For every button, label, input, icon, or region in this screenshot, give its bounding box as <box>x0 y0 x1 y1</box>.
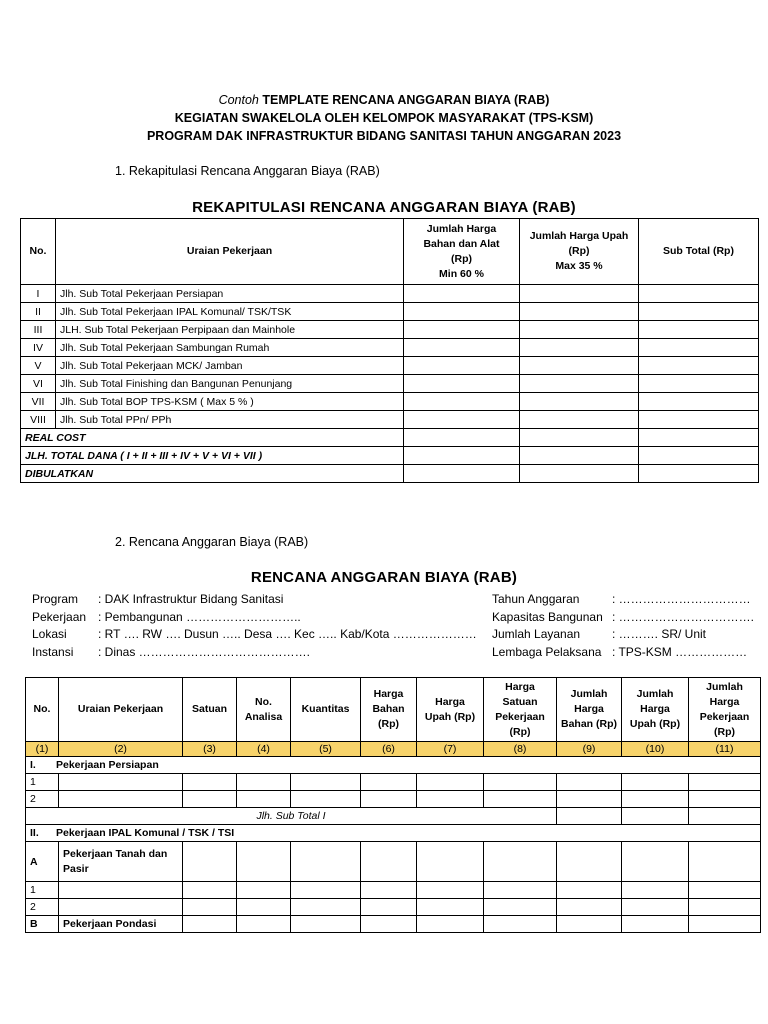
row-no: 2 <box>26 899 59 916</box>
cell[interactable] <box>404 285 520 303</box>
cell[interactable] <box>520 285 639 303</box>
info-value: : …………………………… <box>612 592 751 606</box>
cell[interactable] <box>639 411 759 429</box>
subgroup-row-pondasi <box>26 916 761 933</box>
col-number: (8) <box>484 742 557 757</box>
cell[interactable] <box>520 303 639 321</box>
cell[interactable] <box>417 899 484 916</box>
col-bahan-l2: Bahan dan Alat <box>423 237 500 250</box>
cell[interactable] <box>404 321 520 339</box>
row-label: Jlh. Sub Total BOP TPS-KSM ( Max 5 % ) <box>56 393 404 411</box>
info-program <box>32 591 477 609</box>
info-label: Pekerjaan <box>32 609 87 624</box>
table-row <box>21 411 759 429</box>
col-number: (11) <box>689 742 761 757</box>
cell[interactable] <box>639 303 759 321</box>
cell[interactable] <box>291 882 361 899</box>
row-no: VII <box>21 393 56 411</box>
total-row <box>21 447 759 465</box>
col-number: (10) <box>622 742 689 757</box>
info-tahun <box>492 591 754 609</box>
section-1-title: REKAPITULASI RENCANA ANGGARAN BIAYA (RAB) <box>192 199 576 216</box>
info-label: Program <box>32 592 79 606</box>
info-label: Lembaga Pelaksana <box>492 644 602 659</box>
col-harga-satuan: Harga Satuan Pekerjaan (Rp) <box>484 678 557 742</box>
row-no: II <box>21 303 56 321</box>
cell[interactable] <box>361 774 417 791</box>
cell[interactable] <box>417 774 484 791</box>
cell[interactable] <box>404 411 520 429</box>
col-number: (3) <box>183 742 237 757</box>
cell[interactable] <box>237 916 291 933</box>
col-number: (9) <box>557 742 622 757</box>
cell[interactable] <box>404 303 520 321</box>
cell[interactable] <box>689 774 761 791</box>
cell[interactable] <box>417 916 484 933</box>
group-row-ipal <box>26 825 761 842</box>
row-label: Jlh. Sub Total Pekerjaan Persiapan <box>56 285 404 303</box>
row-label: Jlh. Sub Total Pekerjaan MCK/ Jamban <box>56 357 404 375</box>
col-upah-l2: (Rp) <box>568 245 590 257</box>
cell[interactable] <box>484 916 557 933</box>
rab-table-header <box>26 678 761 742</box>
group-label: II. Pekerjaan IPAL Komunal / TSK / TSI <box>26 825 761 842</box>
info-label: Instansi <box>32 644 74 659</box>
doc-header-line-1 <box>0 93 768 107</box>
info-left <box>32 591 477 661</box>
cell[interactable] <box>557 842 622 882</box>
cell[interactable] <box>361 899 417 916</box>
cell[interactable] <box>59 882 183 899</box>
cell[interactable] <box>639 339 759 357</box>
cell[interactable] <box>404 339 520 357</box>
cell[interactable] <box>361 916 417 933</box>
cell[interactable] <box>291 916 361 933</box>
cell[interactable] <box>639 321 759 339</box>
cell[interactable] <box>639 357 759 375</box>
recap-table <box>20 218 759 483</box>
subtotal-row <box>26 808 761 825</box>
cell[interactable] <box>361 882 417 899</box>
col-kuantitas: Kuantitas <box>291 678 361 742</box>
info-lokasi <box>32 626 477 644</box>
table-row <box>21 285 759 303</box>
row-label: Jlh. Sub Total PPn/ PPh <box>56 411 404 429</box>
table-row <box>21 375 759 393</box>
col-uraian: Uraian Pekerjaan <box>56 219 404 285</box>
cell[interactable] <box>59 774 183 791</box>
cell[interactable] <box>520 447 639 465</box>
col-bahan <box>404 219 520 285</box>
info-value: : DAK Infrastruktur Bidang Sanitasi <box>98 592 284 606</box>
cell[interactable] <box>520 429 639 447</box>
cell[interactable] <box>520 465 639 483</box>
row-no: 1 <box>26 882 59 899</box>
col-uraian: Uraian Pekerjaan <box>59 678 183 742</box>
cell[interactable] <box>520 411 639 429</box>
cell[interactable] <box>622 882 689 899</box>
table-row <box>26 899 761 916</box>
col-jumlah-bahan: Jumlah Harga Bahan (Rp) <box>557 678 622 742</box>
col-number: (4) <box>237 742 291 757</box>
cell[interactable] <box>404 465 520 483</box>
col-number: (7) <box>417 742 484 757</box>
group-row-persiapan <box>26 757 761 774</box>
cell[interactable] <box>183 882 237 899</box>
col-number: (5) <box>291 742 361 757</box>
cell[interactable] <box>520 321 639 339</box>
info-pekerjaan <box>32 609 477 627</box>
cell[interactable] <box>237 791 291 808</box>
info-label: Jumlah Layanan <box>492 627 581 641</box>
cell[interactable] <box>557 916 622 933</box>
doc-header-line-3: PROGRAM DAK INFRASTRUKTUR BIDANG SANITASI TAHUN ANGGARAN 2023 <box>146 129 622 143</box>
cell[interactable] <box>689 882 761 899</box>
col-no: No. <box>21 219 56 285</box>
row-label: JLH. Sub Total Pekerjaan Perpipaan dan Mainhole <box>56 321 404 339</box>
cell[interactable] <box>291 842 361 882</box>
row-no: IV <box>21 339 56 357</box>
cell[interactable] <box>417 842 484 882</box>
row-label: Jlh. Sub Total Pekerjaan IPAL Komunal/ TSK/TSK <box>56 303 404 321</box>
table-row <box>21 321 759 339</box>
section-2-title: RENCANA ANGGARAN BIAYA (RAB) <box>250 569 518 586</box>
table-row <box>21 303 759 321</box>
cell[interactable] <box>689 899 761 916</box>
info-value: : Dinas ……………………………………. <box>98 644 311 659</box>
info-value: : RT …. RW …. Dusun ….. Desa …. Kec ….. Kab/Kota ………………… <box>98 627 477 641</box>
doc-header-title: TEMPLATE RENCANA ANGGARAN BIAYA (RAB) <box>262 93 550 107</box>
cell[interactable] <box>689 791 761 808</box>
cell[interactable] <box>59 791 183 808</box>
col-harga-bahan: Harga Bahan (Rp) <box>361 678 417 742</box>
col-satuan: Satuan <box>183 678 237 742</box>
cell[interactable] <box>237 774 291 791</box>
info-label: Tahun Anggaran <box>492 592 580 606</box>
table-row <box>21 357 759 375</box>
cell[interactable] <box>622 899 689 916</box>
col-bahan-l1: Jumlah Harga <box>426 222 497 235</box>
total-label: JLH. TOTAL DANA ( I + II + III + IV + V + VI + VII ) <box>21 447 404 465</box>
recap-table-header <box>21 219 759 285</box>
cell[interactable] <box>622 916 689 933</box>
rab-table <box>25 677 761 933</box>
cell[interactable] <box>183 899 237 916</box>
info-instansi <box>32 644 477 662</box>
info-value: : Pembangunan ……………………….. <box>98 609 301 624</box>
row-no: V <box>21 357 56 375</box>
col-jumlah-pekerjaan: Jumlah Harga Pekerjaan (Rp) <box>689 678 761 742</box>
cell[interactable] <box>639 393 759 411</box>
col-upah-l1: Jumlah Harga Upah <box>529 230 629 242</box>
row-label: Jlh. Sub Total Pekerjaan Sambungan Rumah <box>56 339 404 357</box>
cell[interactable] <box>291 899 361 916</box>
col-subtotal: Sub Total (Rp) <box>639 219 759 285</box>
row-no: VI <box>21 375 56 393</box>
cell[interactable] <box>237 842 291 882</box>
section-1-heading: 1. Rekapitulasi Rencana Anggaran Biaya (RAB) <box>115 164 380 178</box>
cell[interactable] <box>183 774 237 791</box>
col-bahan-l4: Min 60 % <box>439 267 484 280</box>
cell[interactable] <box>639 447 759 465</box>
cell[interactable] <box>520 393 639 411</box>
col-number: (2) <box>59 742 183 757</box>
cell[interactable] <box>361 791 417 808</box>
cell[interactable] <box>404 375 520 393</box>
cell[interactable] <box>291 774 361 791</box>
info-value: : ………. SR/ Unit <box>612 627 707 641</box>
cell[interactable] <box>520 339 639 357</box>
cell[interactable] <box>622 842 689 882</box>
table-row <box>26 774 761 791</box>
info-kapasitas <box>492 609 754 627</box>
row-no: 2 <box>26 791 59 808</box>
cell[interactable] <box>689 808 761 825</box>
cell[interactable] <box>484 899 557 916</box>
row-label: Jlh. Sub Total Finishing dan Bangunan Penunjang <box>56 375 404 393</box>
doc-header-line-2: KEGIATAN SWAKELOLA OLEH KELOMPOK MASYARAKAT (TPS-KSM) <box>174 111 594 125</box>
cell[interactable] <box>689 916 761 933</box>
cell[interactable] <box>417 882 484 899</box>
cell[interactable] <box>484 882 557 899</box>
cell[interactable] <box>183 791 237 808</box>
column-number-row <box>26 742 761 757</box>
section-2-heading: 2. Rencana Anggaran Biaya (RAB) <box>115 535 309 549</box>
info-label: Kapasitas Bangunan <box>492 609 603 624</box>
cell[interactable] <box>557 774 622 791</box>
group-label: I. Pekerjaan Persiapan <box>26 757 761 774</box>
cell[interactable] <box>404 393 520 411</box>
info-layanan <box>492 626 754 644</box>
cell[interactable] <box>361 842 417 882</box>
cell[interactable] <box>291 791 361 808</box>
cell[interactable] <box>689 842 761 882</box>
cell[interactable] <box>183 842 237 882</box>
cell[interactable] <box>484 791 557 808</box>
col-no: No. <box>26 678 59 742</box>
info-lembaga <box>492 644 754 662</box>
row-no: B <box>26 916 59 933</box>
col-number: (1) <box>26 742 59 757</box>
cell[interactable] <box>237 899 291 916</box>
cell[interactable] <box>622 774 689 791</box>
cell[interactable] <box>237 882 291 899</box>
row-no: I <box>21 285 56 303</box>
cell[interactable] <box>557 899 622 916</box>
cell[interactable] <box>484 774 557 791</box>
row-label: Pekerjaan Tanah dan Pasir <box>59 842 183 882</box>
info-right <box>492 591 754 661</box>
cell[interactable] <box>404 447 520 465</box>
cell[interactable] <box>557 791 622 808</box>
row-no: VIII <box>21 411 56 429</box>
col-number: (6) <box>361 742 417 757</box>
info-value: : TPS-KSM ……………… <box>612 644 748 659</box>
rounded-label: DIBULATKAN <box>21 465 404 483</box>
real-cost-row <box>21 429 759 447</box>
row-no: 1 <box>26 774 59 791</box>
row-no: III <box>21 321 56 339</box>
cell[interactable] <box>520 375 639 393</box>
cell[interactable] <box>557 882 622 899</box>
col-upah <box>520 219 639 285</box>
cell[interactable] <box>639 285 759 303</box>
table-row <box>21 339 759 357</box>
col-bahan-l3: (Rp) <box>451 252 472 265</box>
cell[interactable] <box>183 916 237 933</box>
table-row <box>26 791 761 808</box>
cell[interactable] <box>639 429 759 447</box>
row-label: Pekerjaan Pondasi <box>59 916 183 933</box>
row-no: A <box>26 842 59 882</box>
cell[interactable] <box>484 842 557 882</box>
info-label: Lokasi <box>32 627 67 641</box>
cell[interactable] <box>59 899 183 916</box>
info-value: : ……………………………. <box>612 609 755 624</box>
cell[interactable] <box>404 357 520 375</box>
cell[interactable] <box>622 791 689 808</box>
subgroup-row-tanah <box>26 842 761 882</box>
table-row <box>26 882 761 899</box>
col-jumlah-upah: Jumlah Harga Upah (Rp) <box>622 678 689 742</box>
cell[interactable] <box>639 465 759 483</box>
cell[interactable] <box>557 808 622 825</box>
table-row <box>21 393 759 411</box>
col-upah-l3: Max 35 % <box>555 260 603 272</box>
cell[interactable] <box>622 808 689 825</box>
rounded-row <box>21 465 759 483</box>
subtotal-label: Jlh. Sub Total I <box>26 808 557 825</box>
col-no-analisa: No. Analisa <box>237 678 291 742</box>
cell[interactable] <box>520 357 639 375</box>
col-harga-upah: Harga Upah (Rp) <box>417 678 484 742</box>
doc-header-italic: Contoh <box>218 93 259 107</box>
cell[interactable] <box>404 429 520 447</box>
cell[interactable] <box>417 791 484 808</box>
real-cost-label: REAL COST <box>21 429 404 447</box>
cell[interactable] <box>639 375 759 393</box>
